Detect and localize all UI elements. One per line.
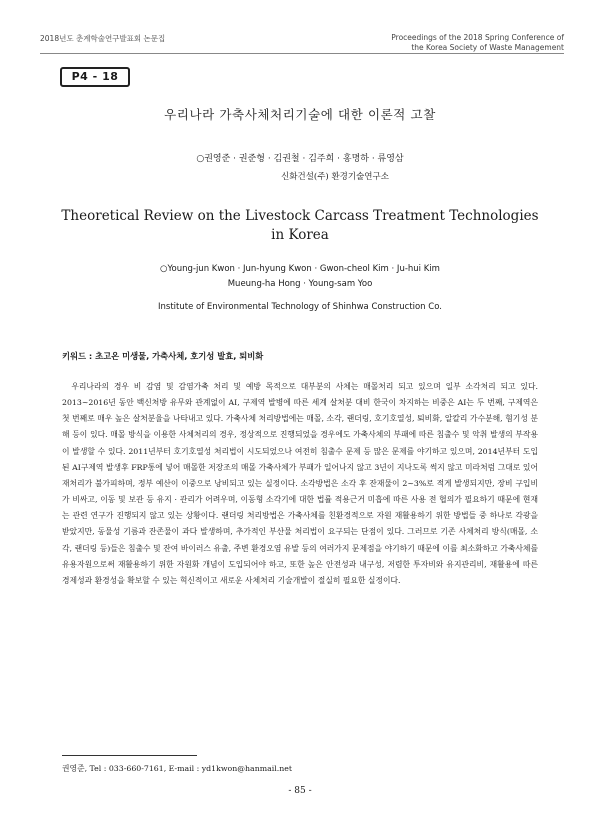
running-header-left: 2018년도 춘계학술연구발표회 논문집 (40, 34, 166, 43)
english-authors-line1: ○Young-jun Kwon · Jun-hyung Kwon · Gwon-cheol Kim · Ju-hui Kim (160, 264, 440, 274)
keywords: 키워드 : 초고온 미생물, 가축사체, 호기성 발효, 퇴비화 (62, 351, 264, 361)
english-title: Theoretical Review on the Livestock Carcass Treatment Technologies in Korea (61, 208, 539, 243)
korean-affiliation: 신화건설(주) 환경기술연구소 (281, 172, 389, 182)
abstract-body: 우리나라의 경우 비 감염 및 감염가축 처리 및 예방 목적으로 대부분의 사체는 매몰처리 되고 있으며 일부 소각처리 되고 있다. 2013~2016년 동안 백신처방 유무와 관계없이 AI, 구제역 발병에 따른 세계 살처분 대비 한국이 차지하는 비중은 AI는 두 번째, 구제역은 첫 번째로 매우 높은 살처분율을 나타내고 있다. 가축사체 처리방법에는 매몰, 소각, 랜더링, 호기호열성, 퇴비화, 알칼리 가수분해, 혐기성 분해 등이 있다. 매몰 방식을 이용한 사체처리의 경우, 정상적으로 진행되었을 경우에도 가축사체의 부패에 따른 침출수 및 악취 발생의 부작용이 발생할 수 있다. 2011년부터 호기호열성 처리법이 시도되었으나 여전히 침출수 문제 등 많은 문제를 야기하고 있으며, 2014년부터 도입된 AI구제역 발생후 FRP통에 넣어 매몰한 저장조의 매몰 가축사체가 부패가 일어나지 않고 3년이 지나도록 썩지 않고 미라처럼 그대로 있어 재처리가 불가피하며, 정부 예산이 이중으로 낭비되고 있는 실정이다. 소각방법은 소각 후 잔재물이 2~3%로 적게 발생되지만, 장비 구입비가 비싸고, 이동 및 보관 등 유지 · 관리가 어려우며, 이동형 소각기에 대한 법률 적용근거 미흡에 따른 사용 전 협의가 필요하기 때문에 현재는 관련 연구가 진행되지 않고 있는 상황이다. 랜더링 처리방법은 가축사체를 친환경적으로 자원 재활용하기 위한 방법들 중 하나로 각광을 받았지만, 동물성 기름과 잔존물이 과다 발생하며, 추가적인 부산물 처리법이 요구되는 단점이 있다. 그러므로 기존 사체처리 방식(매몰, 소각, 랜더링 등)들은 침출수 및 잔여 바이러스 유출, 주변 환경오염 유발 등의 여러가지 문제점을 야기하기 때문에 이를 최소화하고 가축사체를 유용자원으로써 재활용하기 위한 자원화 개념이 도입되어야 하고, 또한 높은 안전성과 내구성, 저렴한 투자비와 유지관리비, 재활용에 따른 경제성과 환경성을 확보할 수 있는 혁신적이고 새로운 사체처리 기술개발이 절실히 필요한 실정이다. (62, 382, 538, 585)
header-divider (40, 53, 564, 54)
running-header-right-line1: Proceedings of the 2018 Spring Conference of (391, 33, 564, 42)
running-header-right (391, 33, 564, 53)
running-header-right-line2: the Korea Society of Waste Management (411, 43, 564, 52)
english-authors (60, 262, 540, 292)
footnote-divider (62, 755, 197, 756)
english-affiliation: Institute of Environmental Technology of Shinhwa Construction Co. (158, 302, 442, 312)
korean-authors: ○권영준 · 권준형 · 김권철 · 김주희 · 홍명하 · 류영삼 (196, 154, 404, 164)
english-authors-line2: Mueung-ha Hong · Young-sam Yoo (227, 279, 373, 289)
korean-title: 우리나라 가축사체처리기술에 대한 이론적 고찰 (164, 107, 436, 122)
footnote: 권영준, Tel : 033-660-7161, E-mail : yd1kwon@hanmail.net (62, 764, 292, 773)
page-number: - 85 - (288, 786, 312, 796)
paper-code-badge: P4 - 18 (60, 67, 130, 87)
